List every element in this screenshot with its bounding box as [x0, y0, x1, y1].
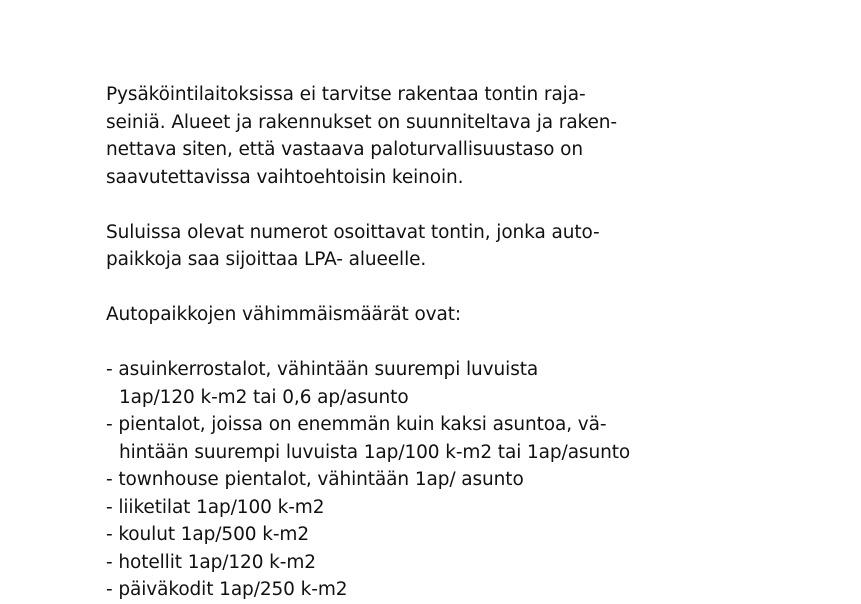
paragraph-parentheses-numbers — [106, 219, 846, 274]
list-item-continuation: 1ap/120 k-m2 tai 0,6 ap/asunto — [119, 386, 409, 408]
paragraph-line: Suluissa olevat numerot osoittavat tontin, jonka auto- — [106, 221, 600, 243]
paragraph-line: seiniä. Alueet ja rakennukset on suunniteltava ja raken- — [106, 111, 617, 133]
list-item-continuation: hintään suurempi luvuista 1ap/100 k-m2 tai 1ap/asunto — [119, 441, 631, 463]
paragraph-line: paikkoja saa sijoittaa LPA- alueelle. — [106, 249, 427, 270]
list-item: - päiväkodit 1ap/250 k-m2 — [106, 579, 348, 600]
document-text — [106, 81, 846, 604]
list-item: - townhouse pientalot, vähintään 1ap/ asunto — [106, 469, 524, 490]
list-item: - pientalot, joissa on enemmän kuin kaksi asuntoa, vä- — [106, 414, 607, 435]
paragraph-minimum-parking — [106, 301, 846, 329]
paragraph-gap — [106, 274, 846, 302]
paragraph-line: Autopaikkojen vähimmäismäärät ovat: — [106, 304, 462, 325]
paragraph-parking-facilities — [106, 81, 846, 191]
list-item: - koulut 1ap/500 k-m2 — [106, 524, 310, 545]
list-item: - hotellit 1ap/120 k-m2 — [106, 551, 316, 573]
paragraph-line: saavutettavissa vaihtoehtoisin keinoin. — [106, 166, 464, 188]
list-item: - liiketilat 1ap/100 k-m2 — [106, 496, 325, 518]
paragraph-line: nettava siten, että vastaava paloturvallisuustaso on — [106, 139, 583, 160]
paragraph-line: Pysäköintilaitoksissa ei tarvitse rakentaa tontin raja- — [106, 84, 586, 105]
parking-requirements-list — [106, 356, 846, 604]
paragraph-gap — [106, 329, 846, 357]
paragraph-gap — [106, 191, 846, 219]
list-item: - asuinkerrostalot, vähintään suurempi luvuista — [106, 359, 539, 380]
